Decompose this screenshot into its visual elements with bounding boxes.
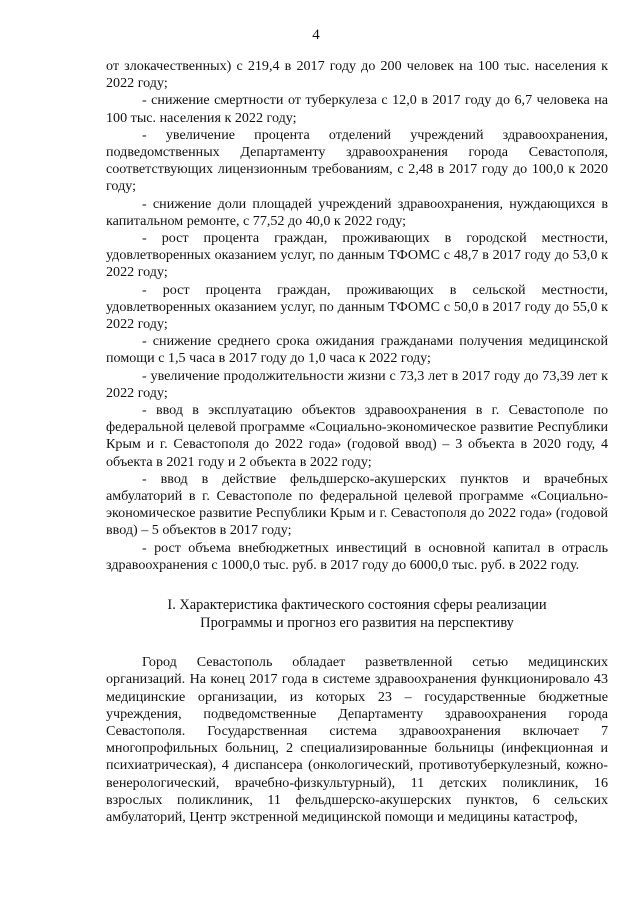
list-item: - рост процента граждан, проживающих в городской местности, удовлетворенных оказанием услуг, по данным ТФОМС с 48,7 в 2017 году до 53,0 к 2022 году; bbox=[106, 230, 608, 281]
list-item: - увеличение продолжительности жизни с 73,3 лет в 2017 году до 73,39 лет к 2022 году; bbox=[106, 367, 608, 401]
page-number: 4 bbox=[312, 27, 320, 43]
list-item: - снижение смертности от туберкулеза с 12,0 в 2017 году до 6,7 человека на 100 тыс. населения к 2022 году; bbox=[106, 92, 608, 126]
section-heading bbox=[106, 596, 608, 632]
list-item: - ввод в действие фельдшерско-акушерских пунктов и врачебных амбулаторий в г. Севастополе по федеральной целевой программе «Социально-экономическое развитие Республики Крым и г. Севастополя до 2022 года» (годовой ввод) – 5 объектов в 2017 году; bbox=[106, 470, 608, 539]
list-item: - снижение доли площадей учреждений здравоохранения, нуждающихся в капитальном ремонте, с 77,52 до 40,0 к 2022 году; bbox=[106, 195, 608, 229]
section-heading-line-1: I. Характеристика фактического состояния сферы реализации bbox=[167, 597, 547, 614]
list-item: - рост процента граждан, проживающих в сельской местности, удовлетворенных оказанием услуг, по данным ТФОМС с 50,0 в 2017 году до 55,0 к 2022 году; bbox=[106, 281, 608, 333]
document-body bbox=[106, 58, 608, 826]
list-item: - увеличение процента отделений учреждений здравоохранения, подведомственных Департаменту здравоохранения города Севастополя, соответствующих лицензионным требованиям, с 2,48 в 2017 году до 100,0 к 2020 году; bbox=[106, 126, 608, 195]
list-item: от злокачественных) с 219,4 в 2017 году до 200 человек на 100 тыс. населения к 2022 году; bbox=[106, 58, 608, 92]
section-heading-line-2: Программы и прогноз его развития на перспективу bbox=[200, 615, 514, 632]
list-item: - рост объема внебюджетных инвестиций в основной капитал в отрасль здравоохранения с 1000,0 тыс. руб. в 2017 году до 6000,0 тыс. руб. в 2022 году. bbox=[106, 539, 608, 573]
body-paragraph: Город Севастополь обладает разветвленной сетью медицинских организаций. На конец 2017 года в системе здравоохранения функционировало 43 медицинские организации, из которых 23 – государственные бюджетные учреждения, подведомственные Департаменту здравоохранения города Севастополя. Государственная система здравоохранения включает 7 многопрофильных больниц, 2 специализированные больницы (инфекционная и психиатрическая), 4 диспансера (онкологический, противотуберкулезный, кожно-венерологический, врачебно-физкультурный), 11 детских поликлиник, 16 взрослых поликлиник, 11 фельдшерско-акушерских пунктов, 6 сельских амбулаторий, Центр экстренной медицинской помощи и медицины катастроф, bbox=[106, 654, 608, 825]
list-item: - ввод в эксплуатацию объектов здравоохранения в г. Севастополе по федеральной целевой программе «Социально-экономическое развитие Республики Крым и г. Севастополя до 2022 года» (годовой ввод) – 3 объекта в 2020 году, 4 объекта в 2021 году и 2 объекта в 2022 году; bbox=[106, 402, 608, 470]
list-item: - снижение среднего срока ожидания гражданами получения медицинской помощи с 1,5 часа в 2017 году до 1,0 часа к 2022 году; bbox=[106, 333, 608, 367]
